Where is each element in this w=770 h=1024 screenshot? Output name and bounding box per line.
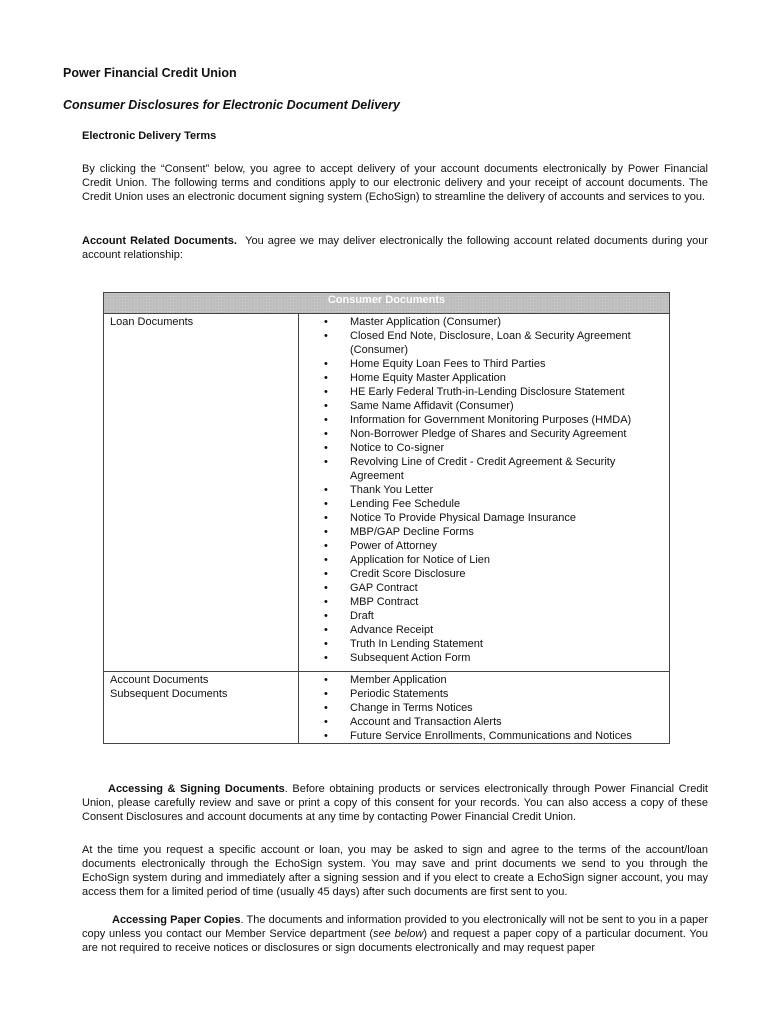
paper-copies-paragraph bbox=[82, 913, 708, 955]
category-subsequent-documents: Subsequent Documents bbox=[110, 688, 228, 700]
paper-copies-label: Accessing Paper Copies bbox=[112, 914, 241, 926]
paper-copies-text-after: ) and request a paper copy of a particular document. You are not required to receive notices or disclosures or sign documents electronically and may request paper bbox=[82, 928, 708, 954]
loan-document-item: • Truth In Lending Statement bbox=[299, 637, 669, 651]
account-document-item: • Periodic Statements bbox=[299, 687, 669, 701]
account-document-item: • Account and Transaction Alerts bbox=[299, 715, 669, 729]
consumer-documents-table bbox=[103, 292, 670, 744]
loan-document-item: • MBP/GAP Decline Forms bbox=[299, 525, 669, 539]
account-document-item: • Member Application bbox=[299, 673, 669, 687]
category-account-documents: Account Documents bbox=[110, 674, 209, 686]
table-row-account bbox=[104, 672, 670, 744]
loan-document-item: • Application for Notice of Lien bbox=[299, 553, 669, 567]
loan-document-item: • Same Name Affidavit (Consumer) bbox=[299, 399, 669, 413]
items-cell bbox=[299, 672, 670, 744]
loan-document-item: • Thank You Letter bbox=[299, 483, 669, 497]
loan-document-item: • Power of Attorney bbox=[299, 539, 669, 553]
loan-document-item: • Home Equity Master Application bbox=[299, 371, 669, 385]
account-documents-list bbox=[299, 672, 669, 743]
accessing-label: Accessing & Signing Documents bbox=[108, 783, 285, 795]
loan-document-item: • Master Application (Consumer) bbox=[299, 315, 669, 329]
loan-document-item: • Draft bbox=[299, 609, 669, 623]
category-cell bbox=[104, 314, 299, 672]
paper-copies-see-below: see below bbox=[373, 928, 424, 940]
category-cell bbox=[104, 672, 299, 744]
loan-document-item: • Subsequent Action Form bbox=[299, 651, 669, 665]
loan-document-item: • MBP Contract bbox=[299, 595, 669, 609]
loan-documents-list bbox=[299, 314, 669, 671]
accessing-text: . Before obtaining products or services electronically through Power Financial Credit Union, please carefully review and save or print a copy of this consent for your records. You can also access a copy of these Consent Disclosures and account documents at any time by contacting Power Financial Credit Union. bbox=[82, 783, 708, 823]
loan-document-item: • Home Equity Loan Fees to Third Parties bbox=[299, 357, 669, 371]
loan-document-item: • Lending Fee Schedule bbox=[299, 497, 669, 511]
organization-name: Power Financial Credit Union bbox=[63, 66, 237, 80]
document-title: Consumer Disclosures for Electronic Document Delivery bbox=[63, 98, 400, 112]
loan-document-item: • Non-Borrower Pledge of Shares and Security Agreement bbox=[299, 427, 669, 441]
accessing-paragraph bbox=[82, 782, 708, 824]
table-row-loan bbox=[104, 314, 670, 672]
echosign-paragraph: At the time you request a specific account or loan, you may be asked to sign and agree to the terms of the account/loan documents electronically through the EchoSign system. You may save and print documents we send to you through the EchoSign system during and immediately after a signing session and if you elect to create a EchoSign signer account, you may access them for a limited period of time (usually 45 days) after such documents are first sent to you. bbox=[82, 844, 708, 898]
table-header: Consumer Documents bbox=[104, 293, 670, 314]
loan-document-item: • Information for Government Monitoring Purposes (HMDA) bbox=[299, 413, 669, 427]
paper-copies-text-before: . The documents and information provided to you electronically will not be sent to you in a paper copy unless you contact our Member Service department ( bbox=[82, 914, 708, 940]
loan-document-item: • Notice to Co-signer bbox=[299, 441, 669, 455]
related-documents-paragraph bbox=[82, 234, 708, 262]
terms-heading: Electronic Delivery Terms bbox=[82, 130, 217, 142]
account-document-item: • Change in Terms Notices bbox=[299, 701, 669, 715]
account-document-item: • Future Service Enrollments, Communications and Notices bbox=[299, 729, 669, 743]
terms-paragraph: By clicking the “Consent” below, you agree to accept delivery of your account documents electronically by Power Financial Credit Union. The following terms and conditions apply to our electronic delivery and your receipt of account documents. The Credit Union uses an electronic document signing system (EchoSign) to streamline the delivery of accounts and services to you. bbox=[82, 163, 708, 203]
loan-document-item: • GAP Contract bbox=[299, 581, 669, 595]
loan-document-item: • Notice To Provide Physical Damage Insurance bbox=[299, 511, 669, 525]
loan-document-item: • Closed End Note, Disclosure, Loan & Security Agreement (Consumer) bbox=[299, 329, 669, 357]
related-documents-label: Account Related Documents. bbox=[82, 235, 237, 247]
loan-document-item: • HE Early Federal Truth-in-Lending Disclosure Statement bbox=[299, 385, 669, 399]
loan-document-item: • Advance Receipt bbox=[299, 623, 669, 637]
loan-document-item: • Credit Score Disclosure bbox=[299, 567, 669, 581]
loan-document-item: • Revolving Line of Credit - Credit Agreement & Security Agreement bbox=[299, 455, 669, 483]
category-loan-documents: Loan Documents bbox=[110, 316, 194, 328]
items-cell bbox=[299, 314, 670, 672]
related-documents-text: You agree we may deliver electronically the following account related documents during your account relationship: bbox=[82, 235, 708, 261]
